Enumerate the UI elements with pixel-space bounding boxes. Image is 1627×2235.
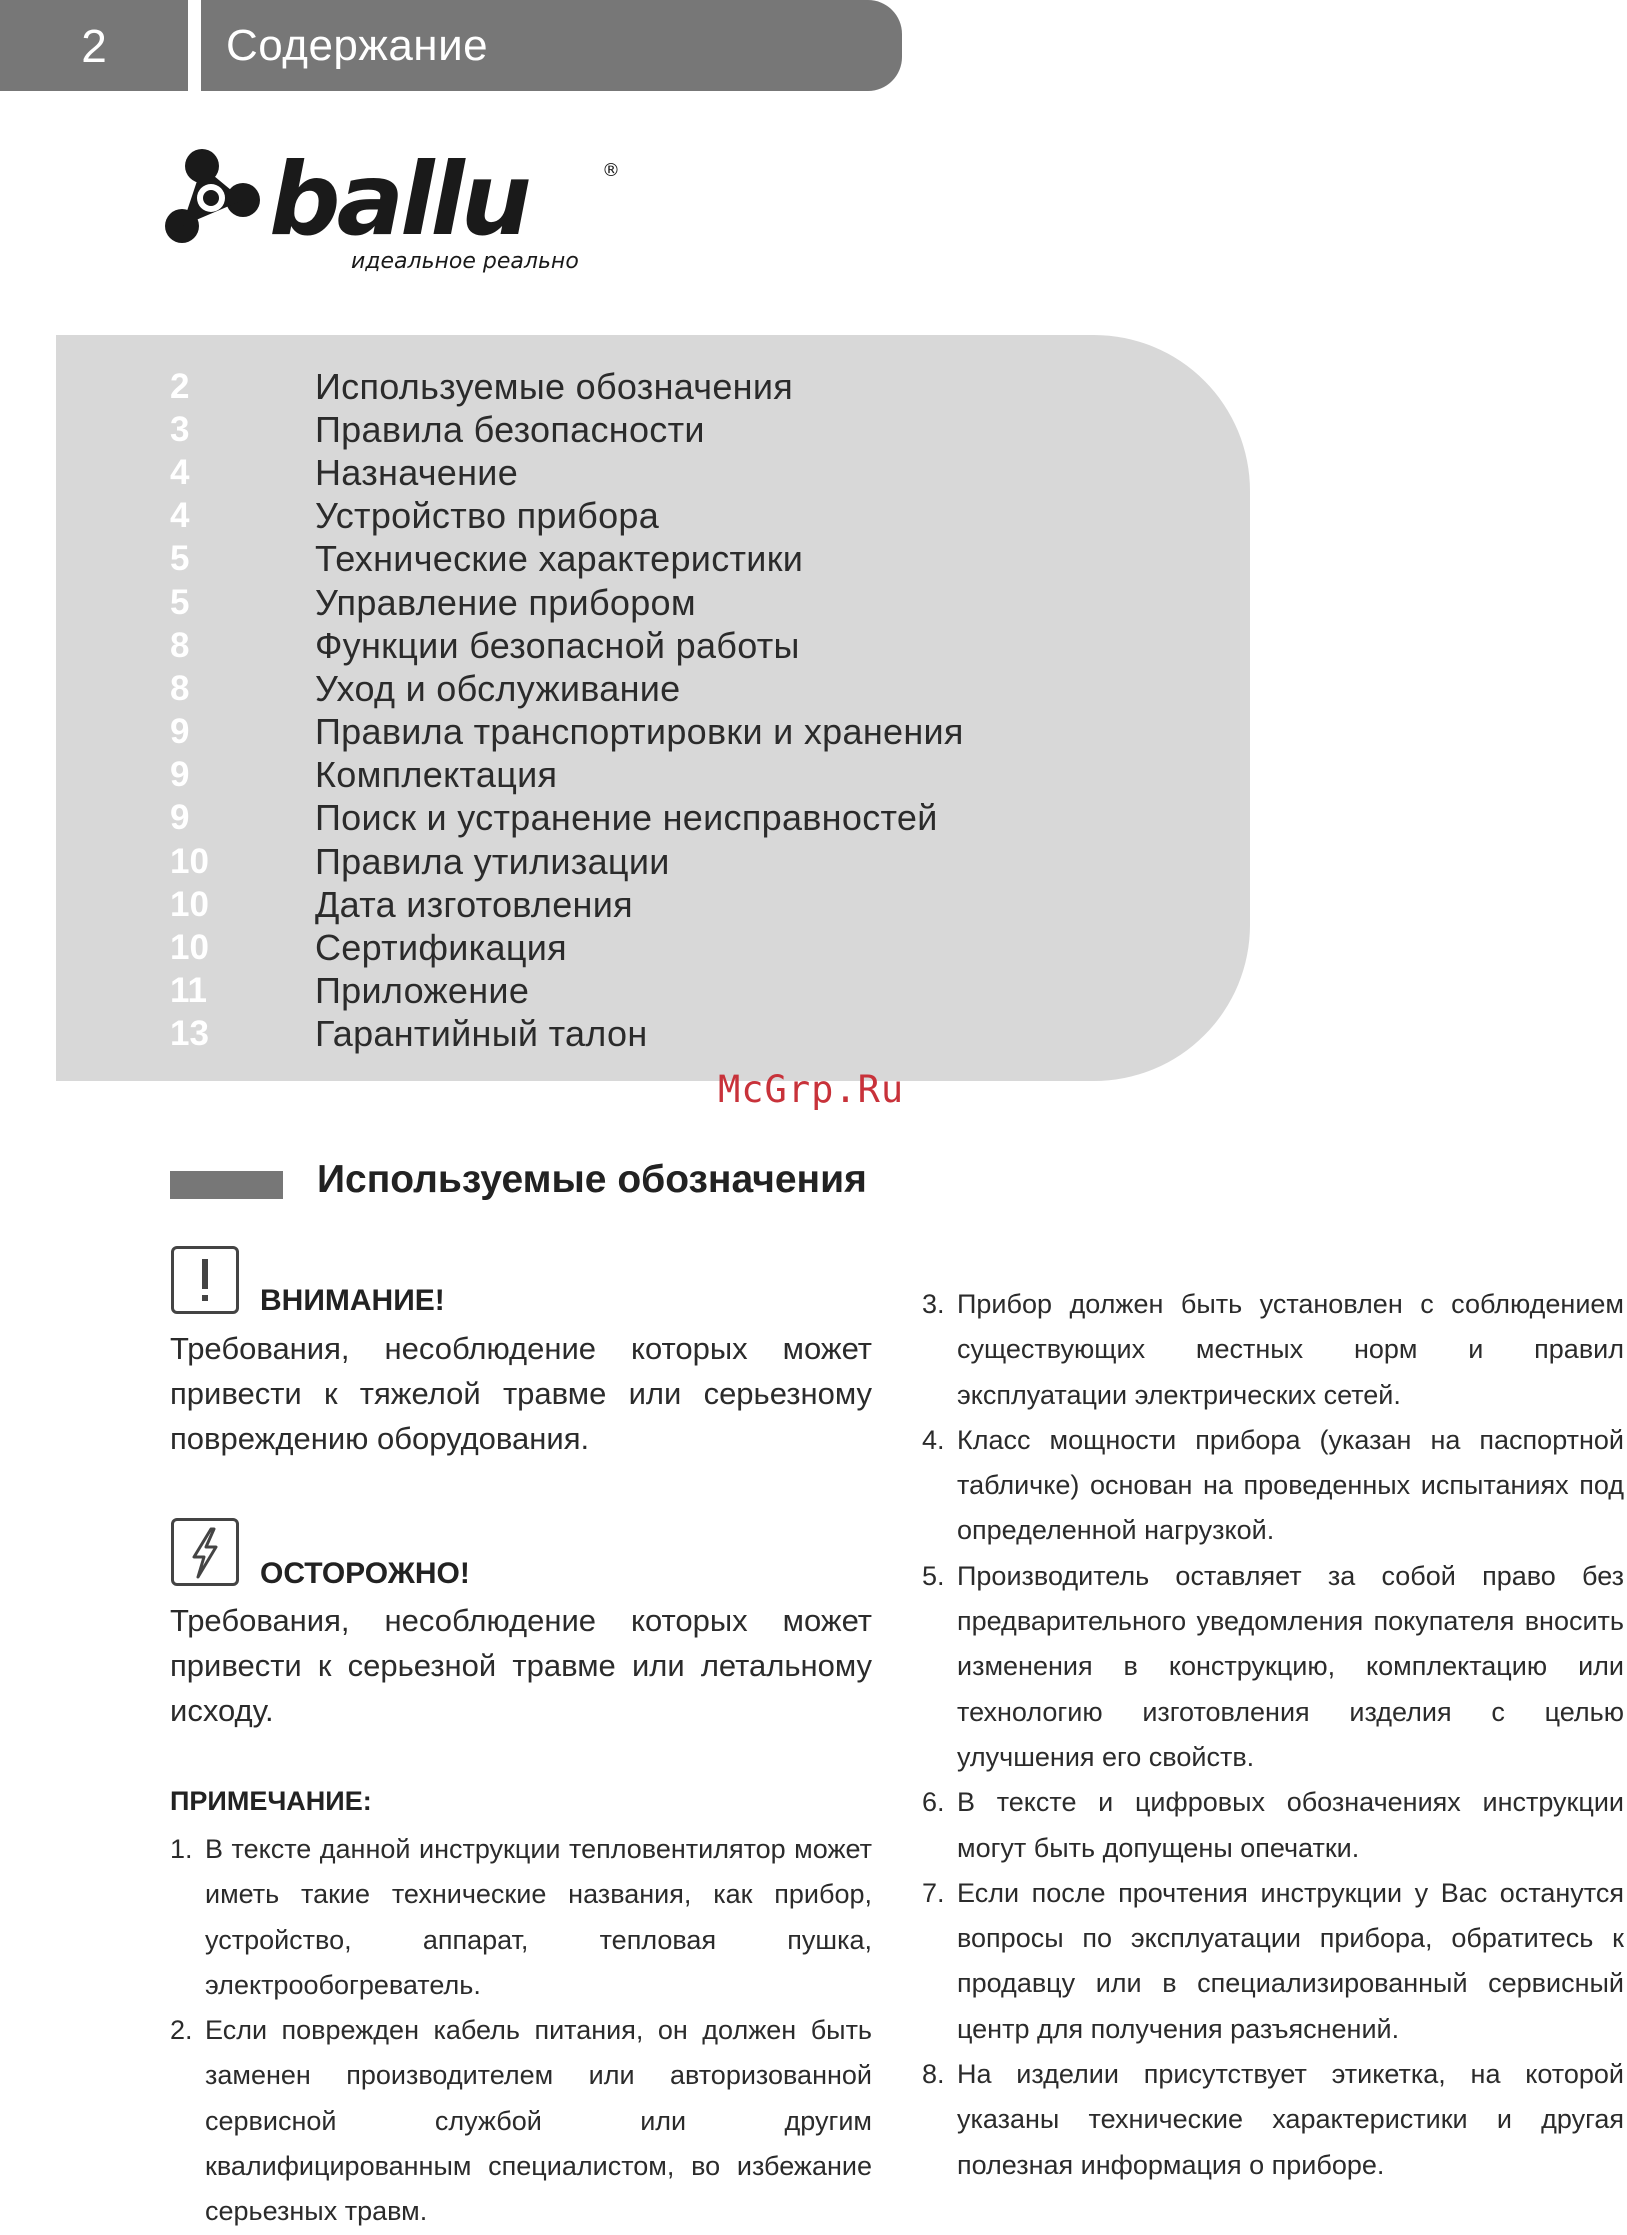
table-of-contents <box>170 365 964 1056</box>
toc-entry[interactable] <box>170 754 964 797</box>
toc-title: Комплектация <box>315 754 558 796</box>
caution-text: Требования, несоблюдение которых может привести к серьезной травме или летальному исходу. <box>170 1603 872 1728</box>
note-item <box>922 2052 1624 2188</box>
toc-entry[interactable] <box>170 926 964 969</box>
note-item <box>922 1418 1624 1554</box>
toc-title: Уход и обслуживание <box>315 667 681 709</box>
toc-page-number: 8 <box>170 668 190 708</box>
note-number: 4. <box>922 1424 945 1455</box>
toc-page-number: 9 <box>170 798 190 838</box>
toc-title: Приложение <box>315 970 530 1012</box>
note-item <box>170 1827 872 2008</box>
toc-page-number: 2 <box>170 366 190 406</box>
toc-title: Гарантийный талон <box>315 1013 648 1055</box>
toc-entry[interactable] <box>170 797 964 840</box>
toc-title: Устройство прибора <box>315 495 660 537</box>
toc-page-number: 4 <box>170 496 190 536</box>
toc-title: Сертификация <box>315 927 567 969</box>
toc-page-number: 5 <box>170 582 190 622</box>
toc-page-number: 9 <box>170 712 190 752</box>
toc-entry[interactable] <box>170 451 964 494</box>
note-text: Класс мощности прибора (указан на паспортной табличке) основан на проведенных испытаниях под определенной нагрузкой. <box>957 1424 1624 1546</box>
toc-entry[interactable] <box>170 495 964 538</box>
note-text: Если после прочтения инструкции у Вас останутся вопросы по эксплуатации прибора, обратитесь к продавцу или в специализированный сервисный центр для получения разъяснений. <box>957 1877 1624 2044</box>
toc-page-number: 9 <box>170 755 190 795</box>
notes-list-right <box>922 1282 1624 2188</box>
caution-label: ОСТОРОЖНО! <box>260 1557 470 1590</box>
section-marker <box>170 1171 283 1199</box>
toc-page-number: 3 <box>170 409 190 449</box>
toc-page-number: 8 <box>170 625 190 665</box>
toc-entry[interactable] <box>170 624 964 667</box>
note-label: ПРИМЕЧАНИЕ: <box>170 1786 372 1816</box>
toc-entry[interactable] <box>170 883 964 926</box>
section-title: Используемые обозначения <box>317 1158 867 1201</box>
note-number: 5. <box>922 1560 945 1591</box>
toc-entry[interactable] <box>170 538 964 581</box>
toc-page-number: 10 <box>170 884 209 924</box>
toc-entry[interactable] <box>170 840 964 883</box>
note-text: Прибор должен быть установлен с соблюдением существующих местных норм и правил эксплуатации электрических сетей. <box>957 1289 1624 1410</box>
toc-title: Правила безопасности <box>315 408 705 450</box>
lightning-icon <box>171 1518 239 1586</box>
note-text: Если поврежден кабель питания, он должен быть заменен производителем или авторизованной сервисной службой или другим квалифицированным специалистом, во избежание серьезных травм. <box>205 2015 872 2227</box>
note-item <box>922 1871 1624 2052</box>
toc-page-number: 4 <box>170 452 190 492</box>
note-text: На изделии присутствует этикетка, на которой указаны технические характеристики и другая полезная информация о приборе. <box>957 2059 1624 2180</box>
toc-page-number: 5 <box>170 539 190 579</box>
note-item <box>170 2008 872 2234</box>
toc-entry[interactable] <box>170 581 964 624</box>
header-divider <box>188 0 201 91</box>
ballu-logo-icon <box>165 140 635 290</box>
logo-tagline: идеальное реально <box>351 249 579 274</box>
note-number: 8. <box>922 2059 945 2090</box>
note-item <box>922 1780 1624 1871</box>
note-number: 7. <box>922 1877 945 1908</box>
watermark: McGrp.Ru <box>718 1068 905 1111</box>
note-number: 2. <box>170 2015 193 2046</box>
note-item <box>922 1554 1624 1780</box>
note-number: 3. <box>922 1289 945 1319</box>
toc-title: Правила утилизации <box>315 840 670 882</box>
logo-wordmark: ballu <box>269 141 528 258</box>
exclamation-icon <box>171 1246 239 1314</box>
toc-title: Назначение <box>315 451 519 493</box>
note-text: Производитель оставляет за собой право без предварительного уведомления покупателя вносить изменения в конструкцию, комплектацию или технологию изготовления изделия с целью улучшения его свойств. <box>957 1560 1624 1772</box>
note-text: В тексте данной инструкции тепловентилятор может иметь такие технические названия, как прибор, устройство, аппарат, тепловая пушка, электрообогреватель. <box>205 1834 872 2000</box>
attention-text: Требования, несоблюдение которых может привести к тяжелой травме или серьезному повреждению оборудования. <box>170 1331 872 1456</box>
page-number: 2 <box>81 19 107 72</box>
toc-title: Дата изготовления <box>315 883 633 925</box>
toc-title: Технические характеристики <box>315 538 804 580</box>
header-title: Содержание <box>226 20 489 70</box>
toc-title: Используемые обозначения <box>315 365 794 407</box>
toc-page-number: 11 <box>170 971 207 1011</box>
toc-title: Правила транспортировки и хранения <box>315 711 964 753</box>
note-text: В тексте и цифровых обозначениях инструкции могут быть допущены опечатки. <box>957 1787 1624 1863</box>
toc-entry[interactable] <box>170 365 964 408</box>
brand-logo <box>165 140 635 290</box>
toc-entry[interactable] <box>170 667 964 710</box>
attention-label: ВНИМАНИЕ! <box>260 1284 445 1317</box>
toc-page-number: 10 <box>170 928 209 968</box>
note-number: 6. <box>922 1787 945 1818</box>
toc-title: Функции безопасной работы <box>315 624 800 666</box>
toc-entry[interactable] <box>170 970 964 1013</box>
note-number: 1. <box>170 1834 193 1864</box>
svg-text:®: ® <box>602 160 620 181</box>
toc-entry[interactable] <box>170 408 964 451</box>
toc-page-number: 10 <box>170 841 209 881</box>
toc-title: Управление прибором <box>315 581 696 623</box>
toc-entry[interactable] <box>170 1013 964 1056</box>
page-header <box>0 0 902 91</box>
toc-entry[interactable] <box>170 711 964 754</box>
note-item <box>922 1282 1624 1418</box>
toc-title: Поиск и устранение неисправностей <box>315 797 938 839</box>
notes-list-left <box>170 1827 872 2235</box>
toc-page-number: 13 <box>170 1014 209 1054</box>
